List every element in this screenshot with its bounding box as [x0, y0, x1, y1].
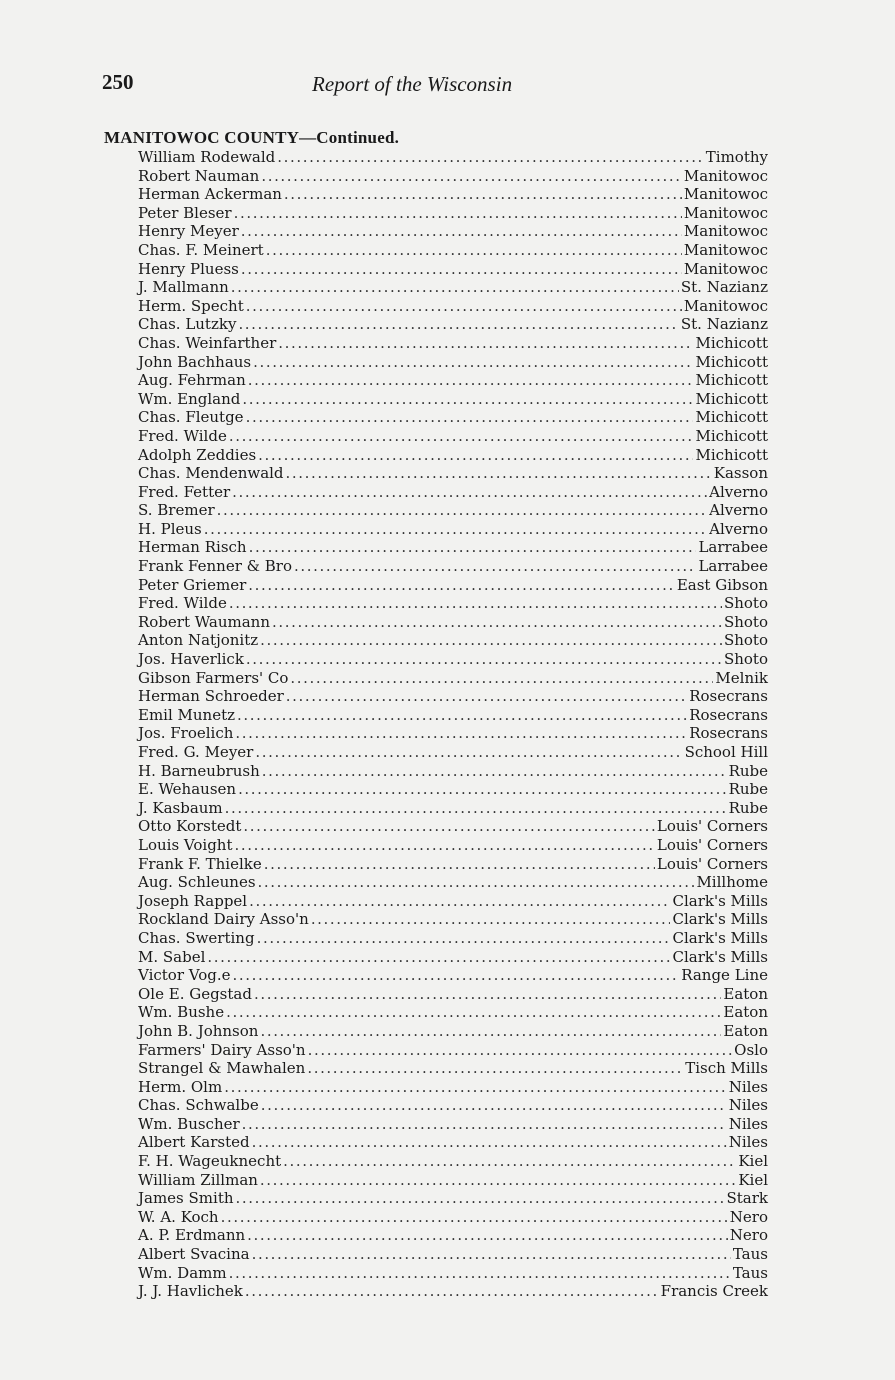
- entry-name: E. Wehausen: [138, 780, 237, 799]
- dot-leader: [261, 1096, 727, 1115]
- dot-leader: [204, 520, 707, 539]
- list-item: [138, 148, 768, 167]
- dot-leader: [241, 260, 682, 279]
- entry-place: Range Line: [681, 966, 768, 985]
- list-item: [138, 1208, 768, 1227]
- dot-leader: [308, 1041, 733, 1060]
- list-item: [138, 929, 768, 948]
- entry-name: Rockland Dairy Asso'n: [138, 910, 309, 929]
- list-item: [138, 278, 768, 297]
- dot-leader: [277, 148, 704, 167]
- entry-place: Manitowoc: [683, 185, 768, 204]
- list-item: [138, 985, 768, 1004]
- entry-name: Louis Voight: [138, 835, 233, 854]
- list-item: [138, 1096, 768, 1115]
- entry-place: Kasson: [713, 464, 768, 483]
- entry-name: John B. Johnson: [138, 1021, 259, 1040]
- entry-place: Melnik: [715, 668, 768, 687]
- dot-leader: [217, 501, 708, 520]
- list-item: [138, 594, 768, 613]
- entry-place: Eaton: [723, 1021, 768, 1040]
- list-item: [138, 371, 768, 390]
- entry-name: M. Sabel: [138, 947, 206, 966]
- entry-name: F. H. Wageuknecht: [138, 1152, 282, 1171]
- entry-name: Chas. Lutzky: [138, 315, 237, 334]
- entry-place: Shoto: [723, 631, 768, 650]
- dot-leader: [225, 799, 727, 818]
- entry-place: Taus: [732, 1263, 768, 1282]
- list-item: [138, 1003, 768, 1022]
- entry-place: St. Nazianz: [680, 278, 768, 297]
- entry-place: Larrabee: [698, 557, 768, 576]
- entry-name: Victor Vog.e: [138, 966, 231, 985]
- list-item: [138, 836, 768, 855]
- entry-place: Manitowoc: [683, 166, 768, 185]
- entry-place: Manitowoc: [683, 296, 768, 315]
- list-item: [138, 762, 768, 781]
- list-item: [138, 353, 768, 372]
- dot-leader: [260, 1171, 736, 1190]
- page-number: 250: [102, 70, 134, 94]
- entry-name: Wm. Buscher: [138, 1114, 240, 1133]
- dot-leader: [233, 966, 680, 985]
- entry-place: St. Nazianz: [680, 315, 768, 334]
- entry-name: W. A. Koch: [138, 1207, 219, 1226]
- entry-place: Kiel: [738, 1170, 768, 1189]
- entry-name: Chas. Schwalbe: [138, 1096, 259, 1115]
- entry-place: Rosecrans: [689, 705, 768, 724]
- entry-name: Frank F. Thielke: [138, 854, 262, 873]
- dot-leader: [248, 576, 675, 595]
- entry-place: Michicott: [695, 426, 768, 445]
- list-item: [138, 427, 768, 446]
- dot-leader: [260, 1022, 721, 1041]
- list-item: [138, 576, 768, 595]
- entry-place: Rosecrans: [689, 724, 768, 743]
- dot-leader: [246, 650, 722, 669]
- entry-name: James Smith: [138, 1189, 234, 1208]
- entry-name: Robert Nauman: [138, 166, 260, 185]
- entry-name: William Zillman: [138, 1170, 258, 1189]
- dot-leader: [283, 1152, 736, 1171]
- dot-leader: [245, 1282, 659, 1301]
- entry-place: East Gibson: [676, 575, 768, 594]
- list-item: [138, 1282, 768, 1301]
- dot-leader: [221, 1208, 728, 1227]
- entry-name: Aug. Schleunes: [138, 873, 256, 892]
- dot-leader: [235, 724, 687, 743]
- dot-leader: [258, 446, 693, 465]
- entry-place: Kiel: [738, 1152, 768, 1171]
- entry-place: Niles: [728, 1133, 768, 1152]
- dot-leader: [237, 706, 687, 725]
- list-item: [138, 1078, 768, 1097]
- entry-name: Peter Bleser: [138, 203, 232, 222]
- list-item: [138, 892, 768, 911]
- entry-place: Clark's Mills: [672, 947, 768, 966]
- entry-name: Peter Griemer: [138, 575, 247, 594]
- entry-name: Albert Svacina: [138, 1245, 250, 1264]
- entry-name: Anton Natjonitz: [138, 631, 259, 650]
- list-item: [138, 1189, 768, 1208]
- entry-name: Jos. Haverlick: [138, 650, 244, 669]
- list-item: [138, 1226, 768, 1245]
- entry-name: Herm. Olm: [138, 1077, 223, 1096]
- list-item: [138, 966, 768, 985]
- entry-place: Alverno: [709, 501, 768, 520]
- dot-leader: [252, 1133, 727, 1152]
- dot-leader: [236, 1189, 725, 1208]
- entry-name: H. Pleus: [138, 519, 202, 538]
- dot-leader: [232, 483, 707, 502]
- entry-place: Eaton: [723, 1003, 768, 1022]
- list-item: [138, 1041, 768, 1060]
- dot-leader: [246, 408, 694, 427]
- list-item: [138, 1133, 768, 1152]
- list-item: [138, 724, 768, 743]
- entry-name: Aug. Fehrman: [138, 371, 246, 390]
- entry-place: Stark: [726, 1189, 768, 1208]
- dot-leader: [266, 241, 682, 260]
- dot-leader: [254, 985, 721, 1004]
- list-item: [138, 297, 768, 316]
- dot-leader: [247, 1226, 728, 1245]
- list-item: [138, 650, 768, 669]
- list-item: [138, 743, 768, 762]
- list-item: [138, 446, 768, 465]
- entry-name: William Rodewald: [138, 148, 276, 166]
- entry-place: Alverno: [709, 519, 768, 538]
- list-item: [138, 501, 768, 520]
- dot-leader: [229, 1264, 731, 1283]
- dot-leader: [241, 222, 682, 241]
- entry-name: Gibson Farmers' Co: [138, 668, 289, 687]
- list-item: [138, 687, 768, 706]
- entry-place: Louis' Corners: [656, 817, 768, 836]
- entry-place: Francis Creek: [660, 1282, 768, 1301]
- entry-place: Millhome: [696, 873, 768, 892]
- list-item: [138, 855, 768, 874]
- list-item: [138, 780, 768, 799]
- entry-name: Chas. Mendenwald: [138, 464, 284, 483]
- dot-leader: [262, 762, 727, 781]
- entry-place: School Hill: [684, 743, 768, 761]
- dot-leader: [242, 390, 693, 409]
- list-item: [138, 631, 768, 650]
- dot-leader: [257, 929, 671, 948]
- dot-leader: [272, 613, 722, 632]
- entry-place: Manitowoc: [683, 222, 768, 241]
- entry-name: Frank Fenner & Bro: [138, 557, 292, 576]
- list-item: [138, 315, 768, 334]
- list-item: [138, 334, 768, 353]
- entry-place: Manitowoc: [683, 240, 768, 259]
- entry-place: Michicott: [695, 408, 768, 427]
- dot-leader: [207, 948, 670, 967]
- entry-name: Emil Munetz: [138, 705, 236, 724]
- dot-leader: [229, 427, 694, 446]
- entry-name: Henry Pluess: [138, 259, 239, 278]
- entry-name: Adolph Zeddies: [138, 445, 257, 464]
- entry-place: Rosecrans: [689, 687, 768, 706]
- dot-leader: [238, 780, 727, 799]
- dot-leader: [284, 185, 682, 204]
- entry-place: Niles: [728, 1096, 768, 1115]
- entry-name: John Bachhaus: [138, 352, 252, 371]
- entry-place: Timothy: [705, 148, 768, 166]
- entry-name: H. Barneubrush: [138, 761, 260, 780]
- entry-name: A. P. Erdmann: [138, 1226, 246, 1245]
- entry-place: Manitowoc: [683, 203, 768, 222]
- list-item: [138, 185, 768, 204]
- dot-leader: [246, 297, 682, 316]
- list-item: [138, 1059, 768, 1078]
- entry-name: Chas. Swerting: [138, 928, 255, 947]
- entry-place: Rube: [728, 761, 768, 780]
- entry-name: Farmers' Dairy Asso'n: [138, 1040, 306, 1059]
- list-item: [138, 799, 768, 818]
- entry-name: Strangel & Mawhalen: [138, 1059, 306, 1078]
- entry-name: J. Mallmann: [138, 278, 229, 297]
- dot-leader: [255, 743, 682, 762]
- dot-leader: [238, 315, 678, 334]
- list-item: [138, 167, 768, 186]
- dot-leader: [243, 817, 654, 836]
- entry-place: Rube: [728, 798, 768, 817]
- entry-name: Chas. Fleutge: [138, 408, 244, 427]
- entry-place: Nero: [729, 1226, 768, 1245]
- entry-place: Michicott: [695, 389, 768, 408]
- entry-name: Herm. Specht: [138, 296, 244, 315]
- entry-name: S. Bremer: [138, 501, 215, 520]
- entry-place: Rube: [728, 780, 768, 799]
- entry-name: Wm. Bushe: [138, 1003, 225, 1022]
- entry-place: Tisch Mills: [685, 1059, 768, 1078]
- entry-name: Robert Waumann: [138, 612, 270, 631]
- list-item: [138, 910, 768, 929]
- dot-leader: [253, 353, 693, 372]
- entry-list: [138, 148, 768, 1301]
- dot-leader: [260, 631, 722, 650]
- dot-leader: [242, 1115, 727, 1134]
- list-item: [138, 222, 768, 241]
- entry-place: Clark's Mills: [672, 910, 768, 929]
- list-item: [138, 1152, 768, 1171]
- entry-name: Otto Korstedt: [138, 817, 242, 836]
- entry-place: Shoto: [723, 650, 768, 669]
- list-item: [138, 520, 768, 539]
- entry-name: J. J. Havlichek: [138, 1282, 243, 1301]
- entry-place: Michicott: [695, 371, 768, 390]
- list-item: [138, 1245, 768, 1264]
- list-item: [138, 557, 768, 576]
- entry-name: J. Kasbaum: [138, 798, 223, 817]
- list-item: [138, 873, 768, 892]
- running-title: Report of the Wisconsin: [312, 72, 513, 96]
- entry-place: Oslo: [734, 1040, 768, 1059]
- dot-leader: [252, 1245, 731, 1264]
- dot-leader: [224, 1078, 726, 1097]
- entry-place: Taus: [732, 1245, 768, 1264]
- entry-name: Chas. Weinfarther: [138, 333, 277, 352]
- dot-leader: [311, 910, 671, 929]
- dot-leader: [286, 687, 687, 706]
- list-item: [138, 390, 768, 409]
- list-item: [138, 948, 768, 967]
- entry-place: Manitowoc: [683, 259, 768, 278]
- list-item: [138, 1264, 768, 1283]
- dot-leader: [249, 538, 697, 557]
- dot-leader: [248, 371, 694, 390]
- dot-leader: [234, 204, 682, 223]
- list-item: [138, 817, 768, 836]
- list-item: [138, 260, 768, 279]
- dot-leader: [278, 334, 693, 353]
- dot-leader: [235, 836, 655, 855]
- entry-place: Eaton: [723, 984, 768, 1003]
- entry-name: Henry Meyer: [138, 222, 239, 241]
- entry-place: Louis' Corners: [656, 835, 768, 854]
- list-item: [138, 408, 768, 427]
- section-title: MANITOWOC COUNTY—Continued.: [104, 128, 400, 147]
- entry-place: Clark's Mills: [672, 891, 768, 910]
- dot-leader: [229, 594, 722, 613]
- dot-leader: [258, 873, 695, 892]
- entry-place: Alverno: [709, 482, 768, 501]
- entry-name: Herman Ackerman: [138, 185, 282, 204]
- list-item: [138, 1171, 768, 1190]
- entry-name: Joseph Rappel: [138, 891, 248, 910]
- list-item: [138, 669, 768, 688]
- entry-name: Herman Risch: [138, 538, 247, 557]
- dot-leader: [226, 1003, 721, 1022]
- entry-name: Fred. G. Meyer: [138, 743, 254, 761]
- entry-name: Fred. Wilde: [138, 594, 227, 613]
- entry-name: Albert Karsted: [138, 1133, 250, 1152]
- entry-place: Louis' Corners: [656, 854, 768, 873]
- entry-place: Shoto: [723, 612, 768, 631]
- entry-name: Fred. Wilde: [138, 426, 227, 445]
- entry-name: Wm. England: [138, 389, 241, 408]
- entry-name: Ole E. Gegstad: [138, 984, 252, 1003]
- list-item: [138, 613, 768, 632]
- list-item: [138, 483, 768, 502]
- entry-name: Chas. F. Meinert: [138, 240, 264, 259]
- list-item: [138, 1022, 768, 1041]
- entry-place: Michicott: [695, 445, 768, 464]
- dot-leader: [249, 892, 670, 911]
- dot-leader: [264, 855, 655, 874]
- dot-leader: [294, 557, 696, 576]
- entry-place: Niles: [728, 1114, 768, 1133]
- list-item: [138, 706, 768, 725]
- list-item: [138, 204, 768, 223]
- list-item: [138, 1115, 768, 1134]
- dot-leader: [261, 167, 682, 186]
- entry-place: Clark's Mills: [672, 928, 768, 947]
- dot-leader: [290, 669, 713, 688]
- entry-name: Jos. Froelich: [138, 724, 234, 743]
- entry-place: Michicott: [695, 333, 768, 352]
- entry-place: Niles: [728, 1077, 768, 1096]
- entry-place: Michicott: [695, 352, 768, 371]
- list-item: [138, 241, 768, 260]
- entry-place: Shoto: [723, 594, 768, 613]
- entry-name: Herman Schroeder: [138, 687, 284, 706]
- list-item: [138, 464, 768, 483]
- entry-name: Wm. Damm: [138, 1263, 227, 1282]
- dot-leader: [231, 278, 679, 297]
- entry-place: Nero: [729, 1207, 768, 1226]
- dot-leader: [286, 464, 712, 483]
- entry-name: Fred. Fetter: [138, 482, 231, 501]
- list-item: [138, 538, 768, 557]
- dot-leader: [307, 1059, 683, 1078]
- entry-place: Larrabee: [698, 538, 768, 557]
